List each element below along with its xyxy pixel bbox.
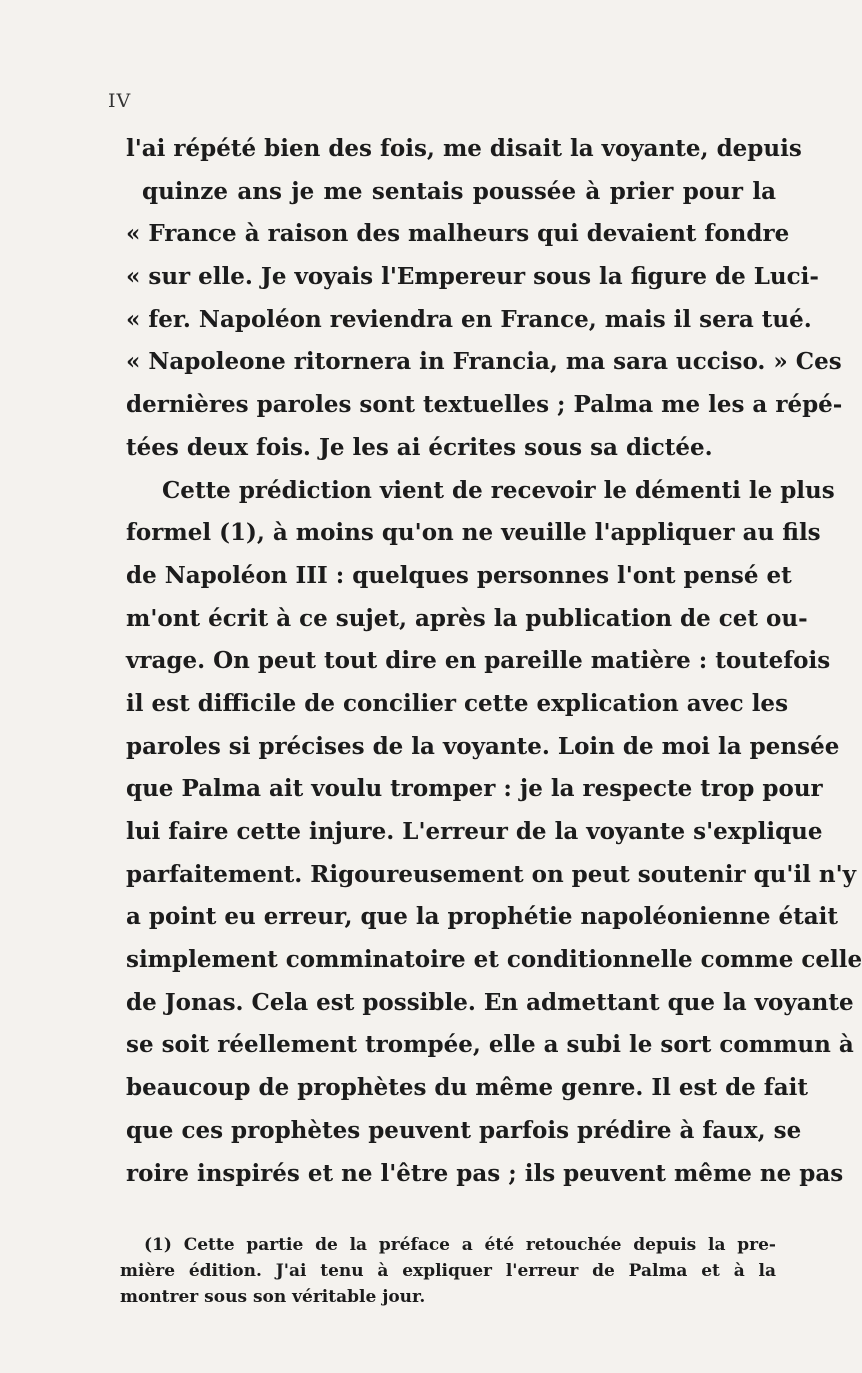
text-line: formel (1), à moins qu'on ne veuille l'appliquer au fils [126, 519, 821, 547]
text-line: vrage. On peut tout dire en pareille matière : toutefois [126, 647, 831, 675]
text-line: il est difficile de concilier cette explication avec les [126, 689, 789, 717]
body-text [126, 128, 862, 1195]
text-line: lui faire cette injure. L'erreur de la voyante s'explique [126, 818, 823, 845]
text-line: « sur elle. Je voyais l'Empereur sous la figure de Luci- [126, 263, 819, 291]
text-line: se soit réellement trompée, elle a subi le sort commun à [126, 1031, 854, 1059]
text-line: « fer. Napoléon reviendra en France, mais il sera tué. [126, 305, 812, 333]
text-line: « Napoleone ritornera in Francia, ma sara ucciso. » Ces [126, 348, 842, 376]
text-line: de Jonas. Cela est possible. En admettant que la voyante [126, 988, 854, 1016]
text-line: paroles si précises de la voyante. Loin de moi la pensée [126, 732, 840, 760]
text-line: parfaitement. Rigoureusement on peut soutenir qu'il n'y [126, 860, 857, 888]
text-line: de Napoléon III : quelques personnes l'ont pensé et [126, 561, 792, 589]
text-line: Cette prédiction vient de recevoir le démenti le plus [162, 476, 835, 504]
footnote-line: mière édition. J'ai tenu à expliquer l'erreur de Palma et à la [120, 1261, 776, 1281]
text-line: « France à raison des malheurs qui devaient fondre [126, 220, 790, 248]
text-line: que Palma ait voulu tromper : je la respecte trop pour [126, 775, 823, 803]
footnote [120, 1232, 776, 1310]
text-line: l'ai répété bien des fois, me disait la voyante, depuis [126, 135, 802, 162]
text-line: roire inspirés et ne l'être pas ; ils peuvent même ne pas [126, 1159, 844, 1187]
text-line: m'ont écrit à ce sujet, après la publication de cet ou- [126, 604, 808, 632]
text-line: a point eu erreur, que la prophétie napoléonienne était [126, 903, 839, 931]
footnote-line: (1) Cette partie de la préface a été retouchée depuis la pre- [144, 1235, 776, 1255]
text-line: dernières paroles sont textuelles ; Palma me les a répé- [126, 391, 843, 419]
text-line: tées deux fois. Je les ai écrites sous sa dictée. [126, 433, 713, 461]
text-line: beaucoup de prophètes du même genre. Il est de fait [126, 1074, 808, 1102]
text-line: simplement comminatoire et conditionnelle comme celle [126, 946, 862, 974]
text-line: que ces prophètes peuvent parfois prédire à faux, se [126, 1116, 802, 1144]
page-number: IV [108, 90, 132, 112]
footnote-line: montrer sous son véritable jour. [120, 1287, 426, 1307]
text-line: quinze ans je me sentais poussée à prier pour la [142, 177, 776, 205]
